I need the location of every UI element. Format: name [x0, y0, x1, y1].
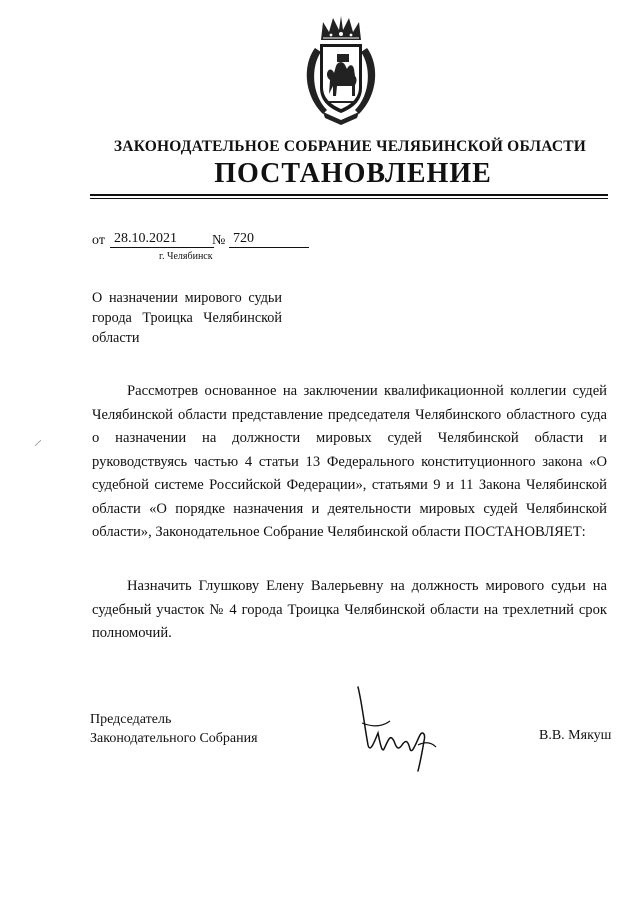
- signer-title: [90, 710, 258, 748]
- signer-title-line-1: Председатель: [90, 712, 172, 727]
- organization-name: ЗАКОНОДАТЕЛЬНОЕ СОБРАНИЕ ЧЕЛЯБИНСКОЙ ОБЛАСТИ: [113, 138, 587, 155]
- document-city: г. Челябинск: [159, 251, 213, 262]
- header-divider-thick: [90, 194, 608, 196]
- number-prefix: №: [212, 233, 226, 248]
- body-paragraph-2: Назначить Глушкову Елену Валерьевну на должность мирового судьи на судебный участок № 4 города Троицка Челябинской области на трехлетний срок полномочий.: [92, 578, 607, 641]
- document-date-number-row: [92, 231, 352, 249]
- signer-title-line-2: Законодательного Собрания: [90, 731, 258, 746]
- margin-mark: [35, 440, 41, 446]
- document-date: 28.10.2021: [110, 231, 214, 248]
- document-number: 720: [229, 231, 309, 248]
- coat-of-arms-icon: [293, 14, 389, 126]
- header-divider-thin: [90, 198, 608, 199]
- signer-name: В.В. Мякуш: [539, 728, 612, 743]
- date-prefix: от: [92, 233, 105, 248]
- document-subject: О назначении мирового судьи города Троицка Челябинской области: [92, 290, 282, 346]
- body-paragraph-1: Рассмотрев основанное на заключении квалификационной коллегии судей Челябинской области представление председателя Челябинского областного суда о назначении на должности мировых судей Челябинской области и руководствуясь частью 4 статьи 13 Федерального конституционного закона «О судебной системе Российской Федерации», статьями 9 и 11 Закона Челябинской области «О порядке назначения и деятельности мировых судей Челябинской области», Законодательное Собрание Челябинской области ПОСТАНОВЛЯЕТ:: [92, 383, 607, 540]
- document-type-title: ПОСТАНОВЛЕНИЕ: [214, 158, 492, 189]
- handwritten-signature: [348, 683, 444, 775]
